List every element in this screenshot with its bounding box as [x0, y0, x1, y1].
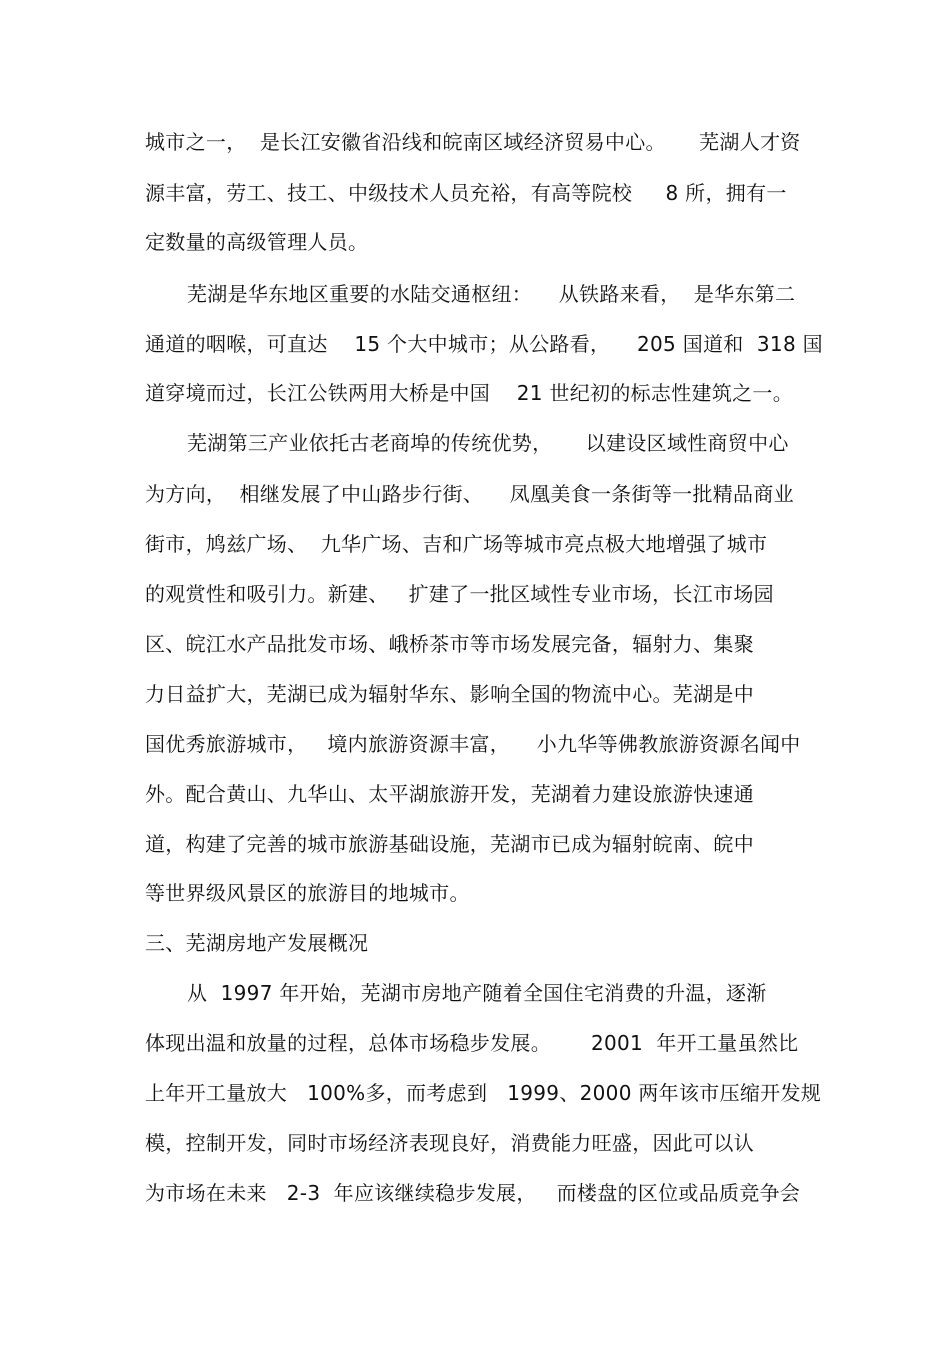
text-line: 源丰富，劳工、技工、中级技术人员充裕，有高等院校 8 所，拥有一 — [145, 181, 787, 205]
text-line: 街市，鸠兹广场、 九华广场、吉和广场等城市亮点极大地增强了城市 — [145, 532, 768, 556]
text-line: 等世界级风景区的旅游目的地城市。 — [145, 881, 470, 905]
text-line: 上年开工量放大 100%多，而考虑到 1999、2000 两年该市压缩开发规 — [145, 1081, 822, 1105]
text-line: 定数量的高级管理人员。 — [145, 230, 369, 254]
text-line: 国优秀旅游城市， 境内旅游资源丰富， 小九华等佛教旅游资源名闻中 — [145, 732, 801, 756]
text-line: 模，控制开发，同时市场经济表现良好，消费能力旺盛，因此可以认 — [145, 1131, 754, 1155]
text-line: 通道的咽喉，可直达 15 个大中城市；从公路看， 205 国道和 318 国 — [145, 332, 823, 356]
paragraph-first-line: 芜湖第三产业依托古老商埠的传统优势， 以建设区域性商贸中心 — [187, 431, 789, 455]
text-line: 道，构建了完善的城市旅游基础设施，芜湖市已成为辐射皖南、皖中 — [145, 832, 754, 856]
paragraph-first-line: 芜湖是华东地区重要的水陆交通枢纽： 从铁路来看， 是华东第二 — [187, 282, 796, 306]
text-line: 的观赏性和吸引力。新建、 扩建了一批区域性专业市场，长江市场园 — [145, 582, 774, 606]
section-heading: 三、芜湖房地产发展概况 — [145, 931, 369, 955]
text-line: 外。配合黄山、九华山、太平湖旅游开发，芜湖着力建设旅游快速通 — [145, 782, 754, 806]
text-line: 区、皖江水产品批发市场、峨桥茶市等市场发展完备，辐射力、集聚 — [145, 632, 754, 656]
paragraph-first-line: 从 1997 年开始，芜湖市房地产随着全国住宅消费的升温，逐渐 — [187, 981, 767, 1005]
text-line: 为市场在未来 2-3 年应该继续稳步发展， 而楼盘的区位或品质竞争会 — [145, 1181, 801, 1205]
text-line: 体现出温和放量的过程，总体市场稳步发展。 2001 年开工量虽然比 — [145, 1031, 799, 1055]
text-line: 城市之一， 是长江安徽省沿线和皖南区域经济贸易中心。 芜湖人才资 — [145, 130, 801, 154]
text-line: 力日益扩大，芜湖已成为辐射华东、影响全国的物流中心。芜湖是中 — [145, 682, 754, 706]
text-line: 为方向， 相继发展了中山路步行街、 凤凰美食一条街等一批精品商业 — [145, 482, 794, 506]
text-line: 道穿境而过，长江公铁两用大桥是中国 21 世纪初的标志性建筑之一。 — [145, 381, 794, 405]
